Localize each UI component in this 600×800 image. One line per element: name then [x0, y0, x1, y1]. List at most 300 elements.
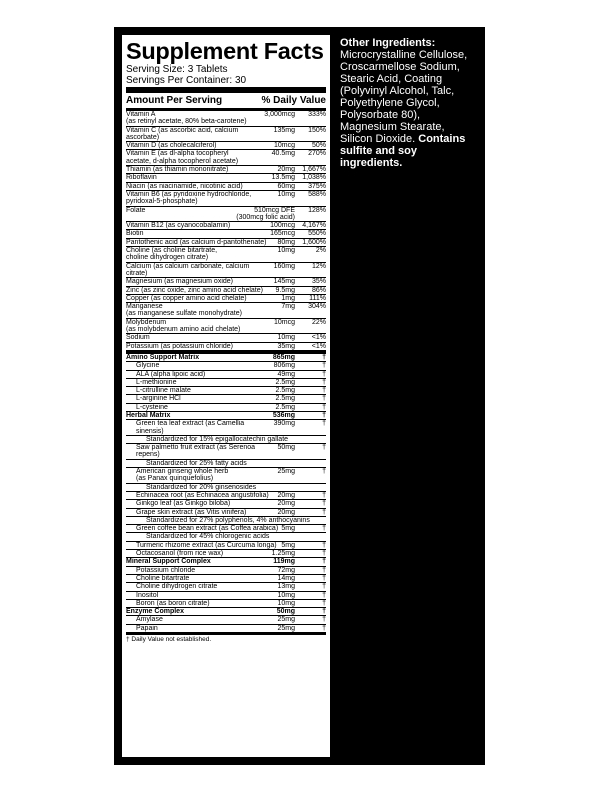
standardization-note: Standardized for 20% ginsenosides: [126, 484, 326, 492]
nutrient-daily-value: †: [322, 468, 326, 476]
nutrient-row: [126, 550, 326, 558]
nutrient-amount-text: 510mcg DFE: [254, 206, 295, 214]
nutrient-amount: [274, 319, 298, 334]
nutrient-name: [126, 295, 281, 302]
nutrient-row: [126, 444, 326, 460]
nutrient-name: [126, 142, 274, 149]
nutrient-amount: [276, 395, 298, 402]
nutrient-amount: [272, 174, 298, 181]
nutrient-amount-sub: (300mcg folic acid): [236, 213, 295, 221]
blends-list: [126, 351, 326, 633]
nutrient-amount: [281, 303, 298, 318]
nutrient-row: [126, 616, 326, 624]
nutrient-row: [126, 287, 326, 295]
nutrient-daily-value: †: [322, 574, 326, 582]
nutrient-amount: [277, 343, 298, 350]
nutrient-row: [126, 239, 326, 247]
nutrient-row: [126, 542, 326, 550]
nutrient-name-text: Octacosanol (from rice wax): [136, 550, 224, 558]
nutrient-amount: [277, 444, 298, 459]
nutrient-amount: [281, 525, 298, 532]
nutrient-name-text: Manganese: [126, 303, 163, 311]
nutrient-row: [126, 343, 326, 351]
nutrient-name: [126, 444, 277, 459]
serving-size: Serving Size: 3 Tablets: [126, 64, 228, 75]
nutrient-row: [126, 500, 326, 508]
nutrient-amount-text: 145mg: [273, 278, 295, 286]
nutrient-row: [126, 247, 326, 263]
nutrient-amount: [277, 616, 298, 623]
nutrient-amount-text: 2.5mg: [275, 378, 295, 386]
nutrient-row: [126, 575, 326, 583]
nutrient-amount-text: 20mg: [277, 491, 295, 499]
nutrient-daily-value: †: [322, 525, 326, 533]
nutrient-amount-text: 13.5mg: [271, 174, 295, 182]
nutrient-row: [126, 319, 326, 335]
nutrient-name: [126, 174, 272, 181]
nutrient-row: [126, 395, 326, 403]
nutrient-amount-text: 35mg: [277, 342, 295, 350]
standardization-note: Standardized for 45% chlorogenic acids: [126, 533, 326, 541]
nutrient-amount-text: 25mg: [277, 624, 295, 632]
nutrient-name-text: Enzyme Complex: [126, 608, 184, 616]
nutrient-daily-value: †: [322, 500, 326, 508]
nutrient-amount: [276, 287, 298, 294]
nutrient-row: [126, 387, 326, 395]
nutrient-daily-value: †: [322, 558, 326, 566]
nutrient-amount-text: 9.5mg: [275, 286, 295, 294]
nutrient-name: [126, 354, 273, 361]
nutrient-name: [126, 166, 277, 173]
nutrient-daily-value: †: [322, 583, 326, 591]
label-title: Supplement Facts: [126, 38, 324, 64]
nutrient-amount-text: 10mg: [277, 334, 295, 342]
nutrient-daily-value: †: [322, 599, 326, 607]
nutrient-row: [126, 230, 326, 238]
nutrient-amount-text: 1.25mg: [271, 550, 295, 558]
nutrient-name: [126, 616, 277, 623]
nutrient-name-text: Pantothenic acid (as calcium d-pantothenate): [126, 238, 267, 246]
nutrient-name: [126, 492, 277, 499]
nutrient-amount: [273, 354, 298, 361]
standardization-note: Standardized for 27% polyphenols, 4% anthocyanins: [126, 517, 326, 525]
nutrient-name: [126, 362, 274, 369]
nutrient-name: [126, 550, 272, 557]
nutrient-amount-text: 20mg: [277, 500, 295, 508]
nutrient-amount: [277, 183, 298, 190]
nutrient-daily-value: †: [322, 387, 326, 395]
nutrient-daily-value: <1%: [311, 342, 326, 350]
nutrient-amount: [281, 295, 298, 302]
nutrient-name-text: Vitamin E (as dl-alpha tocopheryl: [126, 150, 229, 158]
header-amount: Amount Per Serving: [126, 95, 223, 106]
nutrient-amount-text: 10mcg: [273, 318, 295, 326]
nutrient-amount-text: 1mg: [281, 294, 295, 302]
nutrient-amount-text: 60mg: [277, 182, 295, 190]
nutrient-daily-value: 588%: [308, 190, 326, 198]
nutrient-daily-value: 2%: [315, 247, 326, 255]
other-ingredients-text: Microcrystalline Cellulose, Croscarmellose Sodium, Stearic Acid, Coating (Polyvinyl Alcohol, Talc, Polyethylene Glycol, Polysorbate 80), Magnesium Stearate, Silicon Dioxide.: [340, 49, 468, 145]
nutrient-name: [126, 567, 277, 574]
nutrient-amount: [272, 550, 298, 557]
nutrient-amount: [277, 600, 298, 607]
nutrient-name-text: Vitamin C (as ascorbic acid, calcium ascorbate): [126, 126, 239, 141]
nutrient-daily-value: †: [322, 550, 326, 558]
footnote: † Daily Value not established.: [126, 633, 326, 644]
nutrient-name-text: Niacin (as niacinamide, nicotinic acid): [126, 182, 243, 190]
nutrient-row: [126, 379, 326, 387]
nutrient-daily-value: †: [322, 420, 326, 428]
nutrient-row: [126, 509, 326, 517]
supplement-panel: [114, 27, 485, 765]
nutrient-row: [126, 207, 326, 223]
standardization-note: Standardized for 15% epigallocatechin gallate: [126, 436, 326, 444]
nutrient-amount: [277, 509, 298, 516]
nutrient-name-text: ALA (alpha lipoic acid): [136, 370, 206, 378]
nutrient-row: [126, 608, 326, 616]
nutrient-daily-value: 333%: [308, 111, 326, 118]
nutrient-name: [126, 303, 281, 318]
nutrient-amount-text: 25mg: [277, 616, 295, 624]
nutrient-amount-text: 7mg: [281, 303, 295, 311]
nutrient-amount-text: 50mg: [277, 444, 295, 452]
nutrient-name-text: Zinc (as zinc oxide, zinc amino acid chelate): [126, 286, 263, 294]
nutrient-amount: [277, 500, 298, 507]
nutrient-row: [126, 183, 326, 191]
nutrient-daily-value: 35%: [311, 278, 326, 286]
nutrient-row: [126, 625, 326, 633]
nutrient-name-text: American ginseng whole herb: [136, 468, 229, 476]
nutrient-row: [126, 567, 326, 575]
nutrient-daily-value: 22%: [311, 318, 326, 326]
nutrient-amount: [277, 468, 298, 483]
nutrient-name: [126, 230, 270, 237]
nutrient-row: [126, 174, 326, 182]
nutrient-amount-text: 10mcg: [273, 142, 295, 150]
nutrient-daily-value: 12%: [311, 262, 326, 270]
nutrient-row: [126, 191, 326, 207]
nutrient-name-text: Vitamin B12 (as cyanocobalamin): [126, 222, 231, 230]
nutrient-amount-text: 20mg: [277, 508, 295, 516]
nutrient-amount-text: 80mg: [277, 238, 295, 246]
nutrient-name: [126, 150, 272, 165]
nutrient-name-text: Biotin: [126, 230, 144, 238]
nutrient-name-text: Green tea leaf extract (as Camellia sinensis): [136, 420, 245, 435]
nutrient-amount: [277, 592, 298, 599]
nutrient-name: [126, 379, 276, 386]
nutrient-amount: [277, 625, 298, 632]
nutrient-amount: [272, 150, 298, 165]
nutrient-amount-text: 806mg: [273, 362, 295, 370]
nutrient-name: [126, 183, 277, 190]
nutrient-name-text: Saw palmetto fruit extract (as Serenoa repens): [136, 444, 256, 459]
nutrient-name: [126, 468, 277, 483]
nutrient-name: [126, 207, 236, 222]
nutrient-name-sub: acetate, d-alpha tocopherol acetate): [126, 157, 239, 165]
nutrient-daily-value: †: [322, 508, 326, 516]
nutrient-daily-value: †: [322, 541, 326, 549]
nutrient-daily-value: 50%: [311, 142, 326, 150]
nutrient-amount: [274, 362, 298, 369]
nutrient-row: [126, 278, 326, 286]
nutrient-name-text: L-cysteine: [136, 403, 168, 411]
nutrient-name-text: Choline (as choline bitartrate,: [126, 247, 218, 255]
nutrient-name: [126, 600, 277, 607]
nutrient-amount: [274, 142, 298, 149]
nutrient-amount: [281, 542, 298, 549]
nutrient-name-text: Molybdenum: [126, 318, 167, 326]
nutrient-row: [126, 150, 326, 166]
nutrient-name: [126, 319, 274, 334]
nutrient-amount: [276, 379, 298, 386]
nutrient-row: [126, 558, 326, 566]
nutrient-name-text: Copper (as copper amino acid chelate): [126, 294, 247, 302]
nutrient-name: [126, 278, 274, 285]
nutrient-daily-value: 550%: [308, 230, 326, 238]
other-ingredients-heading: Other Ingredients:: [340, 37, 436, 49]
nutrient-amount: [277, 371, 298, 378]
nutrient-name-text: Inositol: [136, 591, 159, 599]
nutrient-name: [126, 583, 277, 590]
nutrient-name-sub: (as Panax quinquefolius): [136, 475, 214, 483]
nutrient-amount-text: 40.5mg: [271, 150, 295, 158]
nutrient-amount-text: 165mcg: [270, 230, 295, 238]
nutrient-amount: [274, 127, 298, 142]
nutrient-daily-value: †: [322, 591, 326, 599]
nutrient-row: [126, 468, 326, 484]
nutrient-amount: [277, 583, 298, 590]
nutrient-name: [126, 625, 277, 632]
nutrient-name-text: Magnesium (as magnesium oxide): [126, 278, 233, 286]
nutrient-name-text: Herbal Matrix: [126, 411, 171, 419]
nutrient-daily-value: †: [322, 444, 326, 452]
nutrient-name-sub: (as molybdenum amino acid chelate): [126, 326, 241, 334]
nutrient-amount-text: 5mg: [281, 541, 295, 549]
nutrient-amount: [236, 207, 298, 222]
nutrient-name-text: Vitamin D (as cholecalciferol): [126, 142, 217, 150]
nutrient-daily-value: 304%: [308, 303, 326, 311]
nutrient-row: [126, 592, 326, 600]
nutrient-name: [126, 371, 277, 378]
nutrient-row: [126, 371, 326, 379]
servings-per-container: Servings Per Container: 30: [126, 75, 247, 86]
nutrient-amount: [277, 166, 298, 173]
nutrient-amount-text: 100mcg: [270, 222, 295, 230]
nutrient-amount-text: 390mg: [273, 420, 295, 428]
nutrient-name-text: Amino Support Matrix: [126, 353, 200, 361]
nutrient-amount-text: 10mg: [277, 190, 295, 198]
nutrient-amount: [274, 263, 298, 278]
nutrient-name-sub: pyridoxal-5-phosphate): [126, 198, 198, 206]
nutrient-amount: [277, 334, 298, 341]
nutrient-daily-value: 1,600%: [302, 238, 326, 246]
nutrient-daily-value: †: [322, 624, 326, 632]
nutrient-amount: [264, 111, 298, 126]
nutrient-name-text: L-arginine HCl: [136, 395, 181, 403]
nutrient-name-text: Turmeric rhizome extract (as Curcuma longa): [136, 541, 277, 549]
vitamins-list: [126, 111, 326, 351]
nutrient-name: [126, 127, 274, 142]
nutrient-name-text: Papain: [136, 624, 158, 632]
nutrient-daily-value: †: [322, 403, 326, 411]
nutrient-amount-text: 25mg: [277, 468, 295, 476]
nutrient-name-sub: (as manganese sulfate monohydrate): [126, 310, 242, 318]
nutrient-name-text: Choline dihydrogen citrate: [136, 583, 218, 591]
nutrient-name-text: L-methionine: [136, 378, 177, 386]
nutrient-amount: [270, 222, 298, 229]
nutrient-name-text: Boron (as boron citrate): [136, 599, 210, 607]
nutrient-amount: [277, 608, 298, 615]
nutrient-name: [126, 412, 273, 419]
nutrient-name-text: Thiamin (as thiamin mononitrate): [126, 166, 229, 174]
nutrient-daily-value: 1,038%: [302, 174, 326, 182]
nutrient-name-text: Grape skin extract (as Vitis vinifera): [136, 508, 247, 516]
nutrient-name: [126, 287, 276, 294]
nutrient-name-text: Echinacea root (as Echinacea angustifolia): [136, 491, 269, 499]
nutrient-daily-value: 4,167%: [302, 222, 326, 230]
nutrient-daily-value: 1,667%: [302, 166, 326, 174]
nutrient-daily-value: 111%: [309, 294, 326, 302]
nutrient-name: [126, 420, 274, 435]
nutrient-amount-text: 2.5mg: [275, 403, 295, 411]
nutrient-row: [126, 166, 326, 174]
standardization-note: Standardized for 25% fatty acids: [126, 460, 326, 468]
nutrient-amount: [273, 412, 298, 419]
nutrient-daily-value: †: [322, 411, 326, 419]
nutrient-name: [126, 608, 277, 615]
nutrient-row: [126, 127, 326, 143]
nutrient-amount-text: 13mg: [277, 583, 295, 591]
nutrient-daily-value: †: [322, 378, 326, 386]
nutrient-amount-text: 2.5mg: [275, 395, 295, 403]
nutrient-name: [126, 395, 276, 402]
nutrient-row: [126, 303, 326, 319]
nutrient-amount: [274, 278, 298, 285]
nutrient-daily-value: †: [322, 566, 326, 574]
nutrient-name: [126, 592, 277, 599]
nutrient-amount: [276, 404, 298, 411]
nutrient-name: [126, 387, 276, 394]
nutrient-daily-value: †: [322, 491, 326, 499]
nutrient-amount: [274, 420, 298, 435]
nutrient-name-text: Green coffee bean extract (as Coffea arabica): [136, 525, 279, 533]
nutrient-daily-value: 150%: [308, 126, 326, 134]
nutrient-amount-text: 865mg: [272, 353, 295, 361]
nutrient-name: [126, 575, 277, 582]
nutrient-row: [126, 362, 326, 370]
nutrient-daily-value: †: [322, 362, 326, 370]
nutrient-amount-text: 10mg: [277, 247, 295, 255]
nutrient-name: [126, 404, 276, 411]
nutrient-name: [126, 334, 277, 341]
nutrient-amount-text: 10mg: [277, 599, 295, 607]
nutrient-row: [126, 334, 326, 342]
nutrient-name-text: Ginkgo leaf (as Ginkgo biloba): [136, 500, 231, 508]
nutrient-amount: [273, 558, 298, 565]
nutrient-name: [126, 111, 264, 126]
nutrient-name: [126, 239, 277, 246]
nutrient-row: [126, 404, 326, 412]
nutrient-daily-value: 375%: [308, 182, 326, 190]
nutrient-name-text: Glycine: [136, 362, 160, 370]
nutrient-daily-value: <1%: [311, 334, 326, 342]
nutrient-name-text: Vitamin A: [126, 111, 156, 118]
nutrient-row: [126, 492, 326, 500]
nutrient-row: [126, 263, 326, 279]
nutrient-name-text: Potassium (as potassium chloride): [126, 342, 233, 350]
nutrient-row: [126, 600, 326, 608]
nutrient-amount-text: 50mg: [276, 608, 295, 616]
nutrient-daily-value: †: [322, 370, 326, 378]
nutrient-row: [126, 412, 326, 420]
nutrient-name-text: Potassium chloride: [136, 566, 196, 574]
supplement-facts-label: [122, 35, 330, 757]
nutrient-name-sub: (as retinyl acetate, 80% beta-carotene): [126, 118, 247, 126]
nutrient-name-text: Choline bitartrate: [136, 574, 190, 582]
nutrient-amount-text: 72mg: [277, 566, 295, 574]
nutrient-daily-value: †: [322, 616, 326, 624]
nutrient-row: [126, 222, 326, 230]
nutrient-amount-text: 119mg: [273, 558, 295, 566]
nutrient-name: [126, 509, 277, 516]
nutrient-amount-text: 135mg: [273, 126, 295, 134]
nutrient-amount: [277, 247, 298, 262]
nutrient-row: [126, 525, 326, 533]
nutrient-amount-text: 5mg: [281, 525, 295, 533]
nutrient-amount-text: 3,000mcg: [264, 111, 295, 118]
nutrient-amount: [277, 239, 298, 246]
nutrient-name-text: Vitamin B6 (as pyridoxine hydrochloride,: [126, 190, 252, 198]
nutrient-name: [126, 191, 277, 206]
nutrient-daily-value: †: [322, 395, 326, 403]
nutrient-amount-text: 14mg: [277, 574, 295, 582]
nutrient-name: [126, 222, 270, 229]
nutrient-amount: [276, 387, 298, 394]
nutrient-name-text: Folate: [126, 206, 146, 214]
nutrient-name-text: Amylase: [136, 616, 163, 624]
nutrient-name: [126, 542, 281, 549]
nutrient-name-text: Riboflavin: [126, 174, 157, 182]
nutrient-name: [126, 558, 273, 565]
nutrient-name-text: L-citrulline malate: [136, 387, 191, 395]
nutrient-amount: [277, 492, 298, 499]
nutrient-name-sub: choline dihydrogen citrate): [126, 254, 209, 262]
nutrient-daily-value: 86%: [311, 286, 326, 294]
nutrient-amount-text: 10mg: [277, 591, 295, 599]
nutrient-row: [126, 351, 326, 362]
other-ingredients: [340, 37, 478, 169]
nutrient-name-text: Calcium (as calcium carbonate, calcium citrate): [126, 262, 250, 277]
nutrient-row: [126, 295, 326, 303]
nutrient-amount-text: 536mg: [272, 411, 295, 419]
nutrient-row: [126, 111, 326, 127]
header-daily-value: % Daily Value: [261, 95, 326, 106]
nutrient-row: [126, 583, 326, 591]
nutrient-amount: [277, 567, 298, 574]
nutrient-name: [126, 263, 274, 278]
nutrient-row: [126, 420, 326, 436]
nutrient-name: [126, 500, 277, 507]
nutrient-name: [126, 247, 277, 262]
nutrient-amount-text: 20mg: [277, 166, 295, 174]
nutrient-daily-value: †: [322, 353, 326, 361]
nutrient-amount: [277, 575, 298, 582]
nutrient-amount: [270, 230, 298, 237]
nutrient-amount-text: 49mg: [277, 370, 295, 378]
nutrient-amount: [277, 191, 298, 206]
nutrient-name: [126, 525, 281, 532]
nutrient-amount-text: 160mg: [273, 262, 295, 270]
